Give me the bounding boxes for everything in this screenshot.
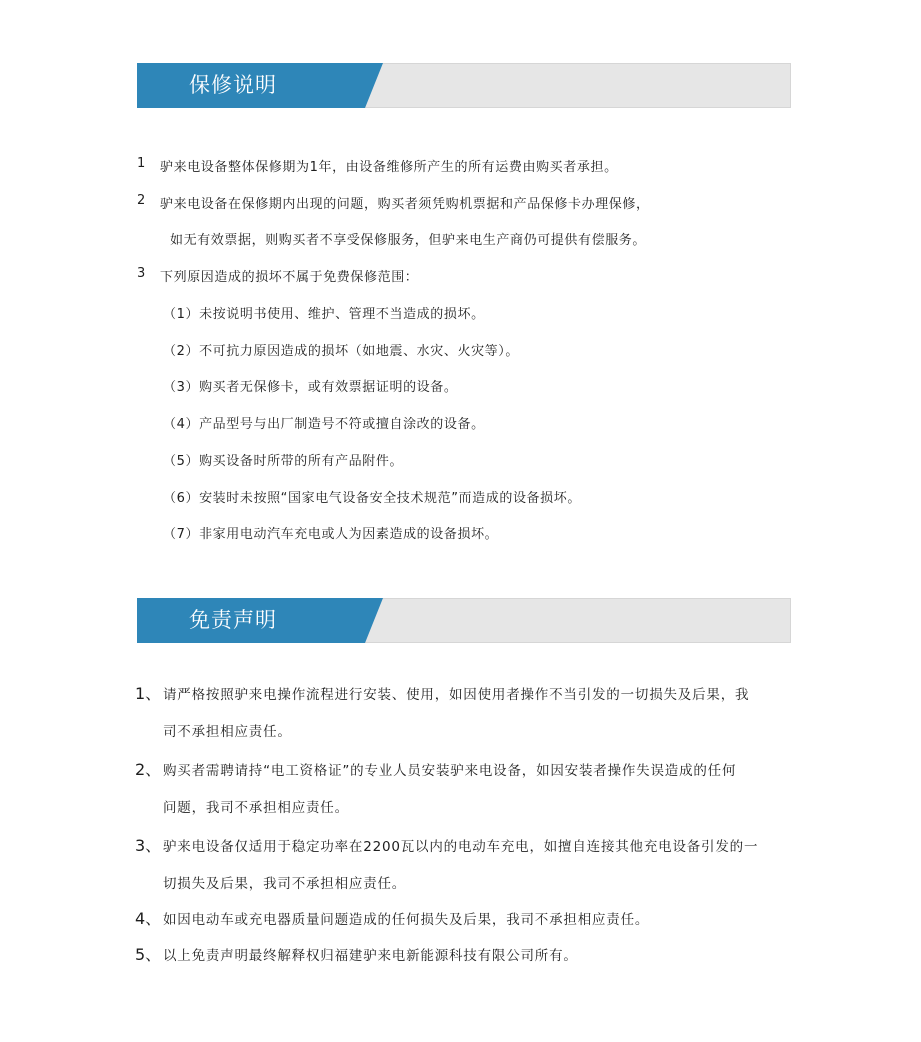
disclaimer-item-3-number: 3、 — [135, 836, 162, 855]
warranty-item-2-number: 2 — [137, 193, 146, 208]
warranty-sub-item: （5）购买设备时所带的所有产品附件。 — [163, 454, 404, 469]
disclaimer-item-3-text: 驴来电设备仅适用于稳定功率在2200瓦以内的电动车充电，如擅自连接其他充电设备引发的一 — [163, 839, 759, 855]
warranty-item-2-continuation: 如无有效票据，则购买者不享受保修服务，但驴来电生产商仍可提供有偿服务。 — [170, 233, 647, 248]
warranty-section-header — [137, 63, 791, 108]
disclaimer-item-1-number: 1、 — [135, 684, 162, 703]
warranty-item-1-number: 1 — [137, 156, 146, 171]
warranty-item-1-text: 驴来电设备整体保修期为1年，由设备维修所产生的所有运费由购买者承担。 — [160, 160, 618, 175]
warranty-sub-item: （2）不可抗力原因造成的损坏（如地震、水灾、火灾等）。 — [163, 344, 519, 359]
disclaimer-item-4-text: 如因电动车或充电器质量问题造成的任何损失及后果，我司不承担相应责任。 — [163, 912, 650, 928]
disclaimer-item-5-text: 以上免责声明最终解释权归福建驴来电新能源科技有限公司所有。 — [163, 948, 578, 964]
warranty-title: 保修说明 — [189, 73, 277, 97]
disclaimer-title: 免责声明 — [189, 608, 277, 632]
disclaimer-item-3-continuation: 切损失及后果，我司不承担相应责任。 — [163, 876, 407, 892]
disclaimer-item-4-number: 4、 — [135, 909, 162, 928]
warranty-item-2-text: 驴来电设备在保修期内出现的问题，购买者须凭购机票据和产品保修卡办理保修， — [160, 197, 650, 212]
disclaimer-item-2-continuation: 问题，我司不承担相应责任。 — [163, 800, 349, 816]
disclaimer-item-1-continuation: 司不承担相应责任。 — [163, 724, 292, 740]
warranty-sub-item: （4）产品型号与出厂制造号不符或擅自涂改的设备。 — [163, 417, 485, 432]
disclaimer-item-1-text: 请严格按照驴来电操作流程进行安装、使用，如因使用者操作不当引发的一切损失及后果，我 — [163, 687, 750, 703]
disclaimer-section-header — [137, 598, 791, 643]
disclaimer-item-5-number: 5、 — [135, 945, 162, 964]
warranty-item-3-number: 3 — [137, 266, 146, 281]
warranty-sub-item: （3）购买者无保修卡，或有效票据证明的设备。 — [163, 380, 458, 395]
warranty-sub-item: （6）安装时未按照“国家电气设备安全技术规范”而造成的设备损坏。 — [163, 491, 581, 506]
disclaimer-item-2-number: 2、 — [135, 760, 162, 779]
disclaimer-item-2-text: 购买者需聘请持“电工资格证”的专业人员安装驴来电设备，如因安装者操作失误造成的任何 — [163, 763, 737, 779]
warranty-sub-item: （1）未按说明书使用、维护、管理不当造成的损坏。 — [163, 307, 485, 322]
warranty-sub-item: （7）非家用电动汽车充电或人为因素造成的设备损坏。 — [163, 527, 499, 542]
warranty-item-3-text: 下列原因造成的损坏不属于免费保修范围： — [160, 270, 419, 285]
